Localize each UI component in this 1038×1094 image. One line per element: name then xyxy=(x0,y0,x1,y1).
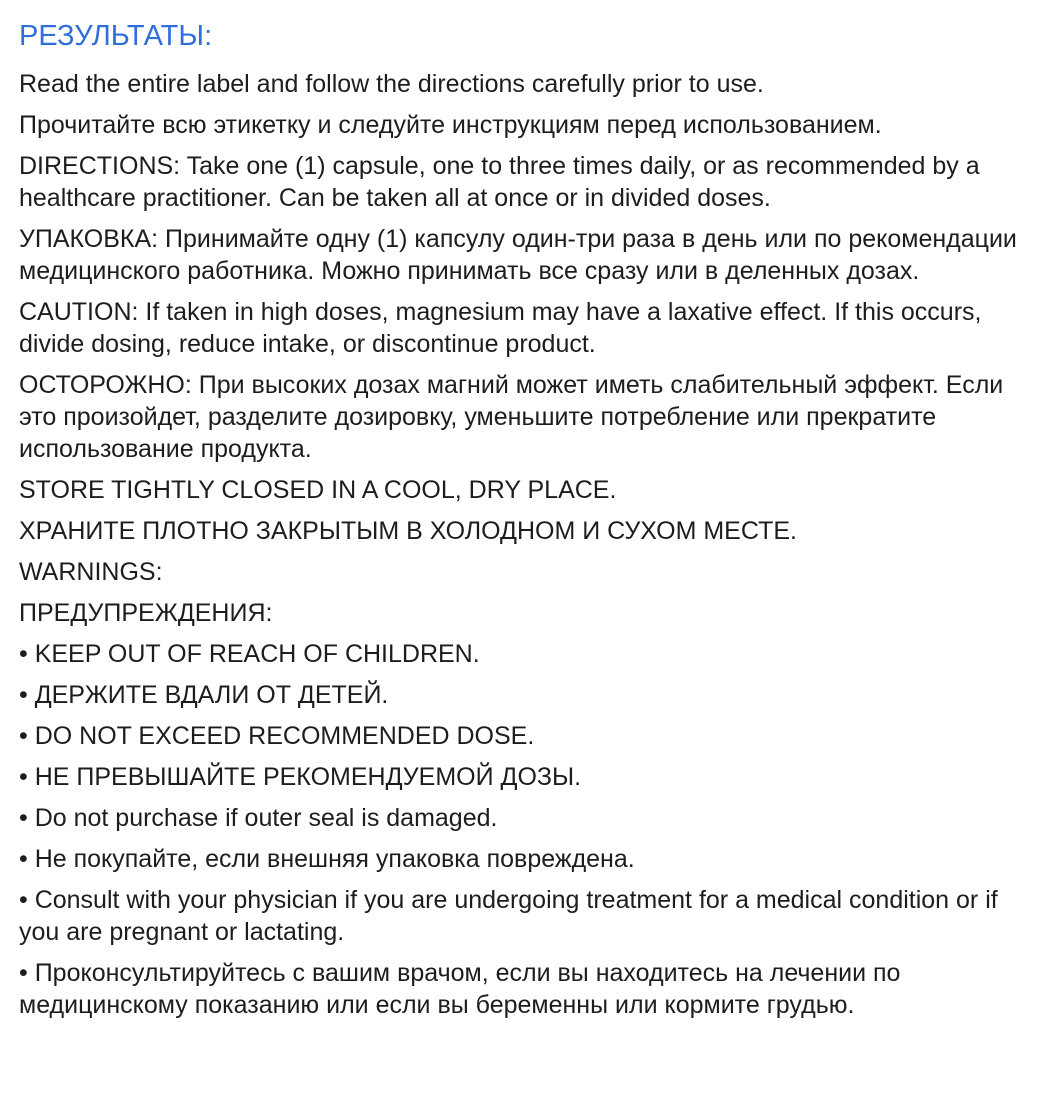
caution-ru: ОСТОРОЖНО: При высоких дозах магний может иметь слабительный эффект. Если это произойдет, разделите дозировку, уменьшите потребление или прекратите использование продукта. xyxy=(19,371,1004,463)
warning-item: • Do not purchase if outer seal is damaged. xyxy=(19,804,498,832)
warnings-title-en: WARNINGS: xyxy=(19,558,163,586)
warning-item: • ДЕРЖИТЕ ВДАЛИ ОТ ДЕТЕЙ. xyxy=(19,681,389,709)
label-line: Read the entire label and follow the directions carefully prior to use. xyxy=(19,70,764,98)
label-line: Прочитайте всю этикетку и следуйте инструкциям перед использованием. xyxy=(19,111,882,139)
warnings-title-ru: ПРЕДУПРЕЖДЕНИЯ: xyxy=(19,599,273,627)
caution-en: CAUTION: If taken in high doses, magnesium may have a laxative effect. If this occurs, divide dosing, reduce intake, or discontinue product. xyxy=(19,298,982,358)
warning-item: • Проконсультируйтесь с вашим врачом, если вы находитесь на лечении по медицинскому показанию или если вы беременны или кормите грудью. xyxy=(19,959,901,1019)
directions-ru: УПАКОВКА: Принимайте одну (1) капсулу один-три раза в день или по рекомендации медицинского работника. Можно принимать все сразу или в деленных дозах. xyxy=(19,225,1017,285)
warning-item: • DO NOT EXCEED RECOMMENDED DOSE. xyxy=(19,722,535,750)
label-text-block xyxy=(19,68,1020,1021)
warning-item: • KEEP OUT OF REACH OF CHILDREN. xyxy=(19,640,480,668)
warning-item: • Consult with your physician if you are undergoing treatment for a medical condition or if you are pregnant or lactating. xyxy=(19,886,998,946)
storage-en: STORE TIGHTLY CLOSED IN A COOL, DRY PLACE. xyxy=(19,476,617,504)
directions-en: DIRECTIONS: Take one (1) capsule, one to three times daily, or as recommended by a healthcare practitioner. Can be taken all at once or in divided doses. xyxy=(19,152,980,212)
results-heading: РЕЗУЛЬТАТЫ: xyxy=(19,20,213,52)
warning-item: • НЕ ПРЕВЫШАЙТЕ РЕКОМЕНДУЕМОЙ ДОЗЫ. xyxy=(19,763,582,791)
storage-ru: ХРАНИТЕ ПЛОТНО ЗАКРЫТЫМ В ХОЛОДНОМ И СУХОМ МЕСТЕ. xyxy=(19,517,797,545)
warning-item: • Не покупайте, если внешняя упаковка повреждена. xyxy=(19,845,635,873)
